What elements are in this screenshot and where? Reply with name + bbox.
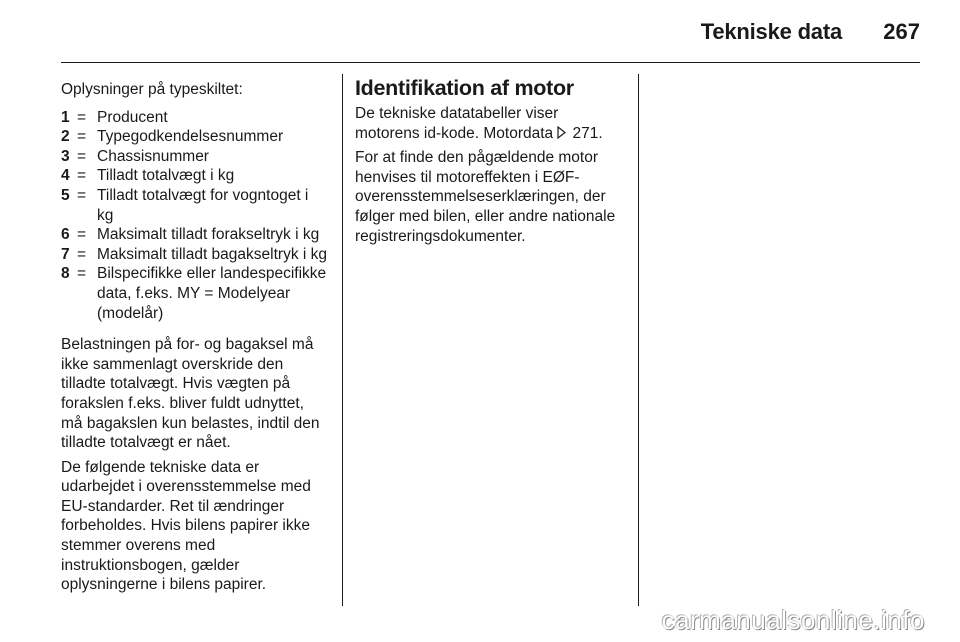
item-number: 1: [61, 108, 70, 126]
typeplate-intro: Oplysninger på typeskiltet:: [61, 81, 243, 98]
engine-data-page-link[interactable]: 271.: [572, 124, 603, 142]
engine-id-paragraph: [355, 104, 627, 143]
typeplate-item: [61, 166, 329, 186]
item-text: Maksimalt tilladt bagakseltryk i kg: [97, 245, 327, 263]
item-number: 5: [61, 186, 70, 204]
item-number: 4: [61, 167, 70, 185]
left-column: [61, 80, 329, 595]
typeplate-item: [61, 225, 329, 245]
column-divider: [638, 74, 639, 606]
page-number: 267: [883, 19, 920, 44]
item-equals: =: [77, 167, 87, 185]
item-equals: =: [77, 128, 87, 146]
typeplate-item: [61, 264, 329, 323]
item-equals: =: [77, 108, 87, 126]
column-divider: [342, 74, 343, 606]
engine-lookup-paragraph: For at finde den pågældende motor henvises til motoreffekten i EØF-overensstemmelseserklæringen, der følger med bilen, eller andre nationale registreringsdokumenter.: [355, 149, 616, 245]
item-text: Maksimalt tilladt forakseltryk i kg: [97, 226, 320, 244]
typeplate-item: [61, 127, 329, 147]
item-equals: =: [77, 186, 87, 204]
item-number: 6: [61, 226, 70, 244]
engine-id-text: De tekniske datatabeller viser motorens id-kode. Motordata: [355, 105, 559, 142]
typeplate-item: [61, 186, 329, 225]
arrow-reference-icon: [557, 126, 569, 139]
item-text: Chassisnummer: [97, 147, 209, 165]
item-text: Typegodkendelsesnummer: [97, 128, 284, 146]
middle-column: [355, 76, 627, 246]
item-number: 3: [61, 147, 70, 165]
item-text: Bilspecifikke eller landespecifikke data, f.eks. MY = Modelyear (modelår): [97, 265, 327, 322]
item-equals: =: [77, 147, 87, 165]
item-text: Tilladt totalvægt i kg: [97, 167, 235, 185]
header-divider: [61, 62, 920, 63]
section-heading: Identifikation af motor: [355, 76, 574, 100]
typeplate-item: [61, 108, 329, 128]
item-number: 8: [61, 265, 70, 283]
item-number: 7: [61, 245, 70, 263]
item-equals: =: [77, 245, 87, 263]
eu-standards-paragraph: De følgende tekniske data er udarbejdet i overensstemmelse med EU-standarder. Ret til ændringer forbeholdes. Hvis bilens papirer ikke stemmer overens med instruktionsbogen, gælder oplysningerne i bilens papirer.: [61, 458, 311, 594]
item-equals: =: [77, 265, 87, 283]
typeplate-list: [61, 108, 329, 324]
typeplate-item: [61, 245, 329, 265]
watermark: carmanualsonline.info: [661, 605, 925, 635]
axle-load-paragraph: Belastningen på for- og bagaksel må ikke sammenlagt overskride den tilladte totalvægt. Hvis vægten på forakslen f.eks. bliver fuldt udnyttet, må bagakslen kun belastes, indtil den tilladte totalvægt er nået.: [61, 336, 320, 452]
item-text: Producent: [97, 108, 168, 126]
item-text: Tilladt totalvægt for vogntoget i kg: [97, 186, 309, 224]
item-number: 2: [61, 128, 70, 146]
page-title: Tekniske data: [700, 19, 842, 44]
typeplate-item: [61, 147, 329, 167]
item-equals: =: [77, 226, 87, 244]
